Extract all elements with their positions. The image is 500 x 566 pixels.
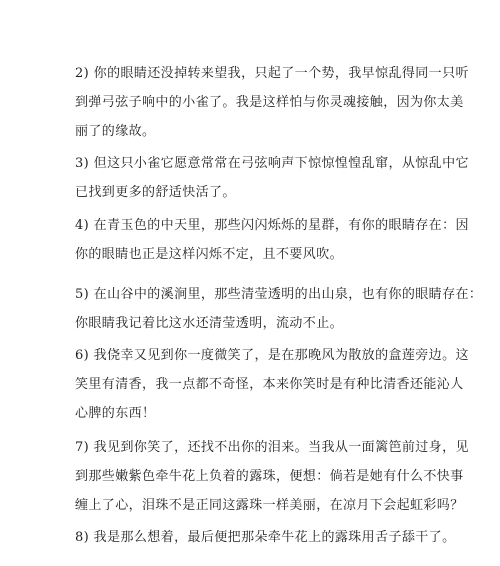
paragraph-line: 笑里有清香，我一点都不奇怪，本来你笑时是有种比清香还能沁人	[75, 377, 464, 392]
paragraph-line: 3) 但这只小雀它愿意常常在弓弦响声下惊惊惶惶乱窜，从惊乱中它	[75, 156, 469, 171]
paragraph-line: 到那些嫩紫色牵牛花上负着的露珠，便想：倘若是她有什么不快事	[75, 469, 464, 484]
paragraph-2	[75, 59, 469, 146]
paragraph-line: 丽了的缘故。	[75, 124, 156, 139]
paragraph-line: 缠上了心，泪珠不是正同这露珠一样美丽，在凉月下会起虹彩吗？	[75, 498, 464, 513]
paragraph-4	[75, 211, 469, 269]
paragraph-line: 到弹弓弦子响中的小雀了。我是这样怕与你灵魂接触，因为你太美	[75, 95, 464, 110]
paragraph-line: 你眼睛我记着比这水还清莹透明，流动不止。	[75, 316, 344, 331]
paragraph-line: 心脾的东西！	[75, 406, 156, 421]
paragraph-line: 8) 我是那么想着，最后便把那朵牵牛花上的露珠用舌子舔干了。	[75, 530, 456, 545]
paragraph-6	[75, 341, 469, 428]
paragraph-3	[75, 149, 469, 207]
paragraph-5	[75, 280, 483, 338]
paragraph-line: 5) 在山谷中的溪涧里，那些清莹透明的出山泉，也有你的眼睛存在：	[75, 287, 483, 302]
paragraph-7	[75, 433, 469, 520]
paragraph-line: 6) 我侥幸又见到你一度微笑了，是在那晚风为散放的盒莲旁边。这	[75, 348, 469, 363]
paragraph-8	[75, 523, 456, 552]
paragraph-line: 7) 我见到你笑了，还找不出你的泪来。当我从一面篱笆前过身，见	[75, 440, 469, 455]
paragraph-line: 2) 你的眼睛还没掉转来望我，只起了一个势，我早惊乱得同一只听	[75, 66, 469, 81]
paragraph-line: 已找到更多的舒适快活了。	[75, 185, 236, 200]
paragraph-line: 你的眼睛也正是这样闪烁不定，且不要风吹。	[75, 247, 344, 262]
paragraph-line: 4) 在青玉色的中天里，那些闪闪烁烁的星群，有你的眼睛存在：因	[75, 218, 469, 233]
